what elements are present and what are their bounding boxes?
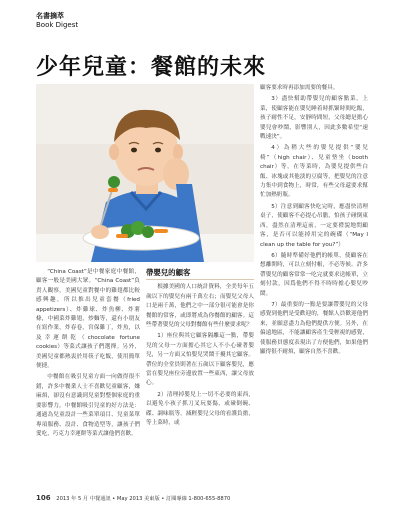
section-heading: 帶嬰兒的顧客 [146,268,254,280]
right-paragraph: 3）盡快幫助帶嬰兒的顧客點菜，上菜，使顧客能在嬰兒睡着時抓緊時間吃飯，孩子耐性不足，安靜時間短，父母總是擔心嬰兒會吵鬧，影響別人，因此多數希望“速戰速決”。 [260,96,368,141]
middle-paragraph: 根據美國的人口統計資料，全美每年五歲以下的嬰兒有兩千萬左右；而嬰兒父母人口是兩千萬，他們之中一部分很可能會是你餐館的常客，或即將成為你餐館的顧客。這些帶著嬰兒的父母對餐館有些什麼要求呢？ [146,284,254,329]
middle-paragraph: 2）清理掉嬰兒上一切不必要的東西，以避免小孩子抓刀叉玩耍傷，或碰倒碗、碟、調味瓶等。減輕嬰兒父母的看護負擔，等上菜時，或 [146,391,254,427]
page-number: 106 [36,494,51,502]
right-paragraph: 4）為稍大些的嬰兒提供“嬰兒椅”（high chair）、兒童墊坐（booth chair）等，在等菜時，為嬰兒提供些白飯、冰塊或其他淡的豆腐等，把嬰兒的注意力集中到食物上，時常，有些父母還要求幫忙加熱奶瓶。 [260,145,368,199]
middle-paragraph: 1）座位與其它顧客隔離這一點，帶嬰兒的父母一方面擔心其它人不小心碰著嬰兒，另一方面又怕嬰兒哭鬧干擾其它顧客。帶位的全堂員則著在五歲以下顧客嬰兒，應當在嬰兒座位旁邊放置一些東西，讓父母放心。 [146,333,254,387]
section-tag-english: Book Digest [36,21,79,29]
right-paragraph: 7）最重要的一點是要讓帶嬰兒的父母感覺到他們是受歡迎的，餐館人員歡迎他們來，並願意盡力為他們提供方便。另外，在偏遠地區，不能讓顧客產生受輕視的感覺，使服務員態度表現出了方便他們，如果他們顯得很不耐煩，顧客自然不喜歡。 [260,301,368,355]
footer-text: 2013 年 5 月 中餐通訊 • May 2013 美東版 • 訂閱專線 1-800-655-8870 [56,496,231,502]
hero-photo-boy-with-vegetables [36,84,254,262]
right-paragraph: 顧客要求時再添加需要的餐具。 [260,85,339,91]
section-tag [36,12,78,30]
hero-photo-illustration [36,84,254,262]
right-column [260,84,368,359]
middle-column [146,268,254,431]
right-paragraph: 6）隨時準備好他們的帳單，使顧客在想離開時，可以立刻付帳，不必等候。許多帶嬰兒的顧客常常一吃完就要求送帳單，立刻付款，因爲他們不得不時時擔心嬰兒吵鬧。 [260,252,368,297]
left-paragraph: “China Coast”是中餐家庭中餐館，顧客一般是美國大眾。“China Coast”負責人觀察，美國兒童對餐中的雞翅都比較感興趣，所以推出兒童套餐（fried appetizers）、炸雞球、炸魚柳、炸薯條，中國菜炸雞翅，炒麵等，還有小朋友在寫作業，炸春卷，宮保雞丁，炸魚，以及幸運餅乾（chocolate fortune cookies）等菜式讓孩子們選擇。另外，美國兒童都熱衷於用筷子吃飯，使用簡單便捷。 [36,269,140,370]
page-footer [36,494,230,502]
section-tag-chinese: 名書摘萃 [36,12,64,20]
right-paragraph: 5）注意到顧客快吃完時，應盡快清理桌子，使顧客不必提心吊膽，怕孩子碰倒東西，盡然在清理這前，一定要禮貌地問顧客，是否可以能掉用完的碗碟（“May I clean up the table for you?”） [260,203,368,248]
left-column [36,268,140,441]
article-title: 少年兒童：餐館的未來 [36,54,267,80]
left-paragraph: 中餐館在吸引兒童方面一向做得很不錯，許多中餐業人士不喜歡兒童顧客，嫌麻煩，卻沒有意識到兒童對整個家庭的重要影響力。中餐館吸引兒童的好方法是：通過為兒童設計一些菜單項目、兒童菜單專項服務、設計、食物造型等，讓孩子們愛吃，巧克力幸運餅等菜式讓他們喜歡。 [36,374,140,437]
